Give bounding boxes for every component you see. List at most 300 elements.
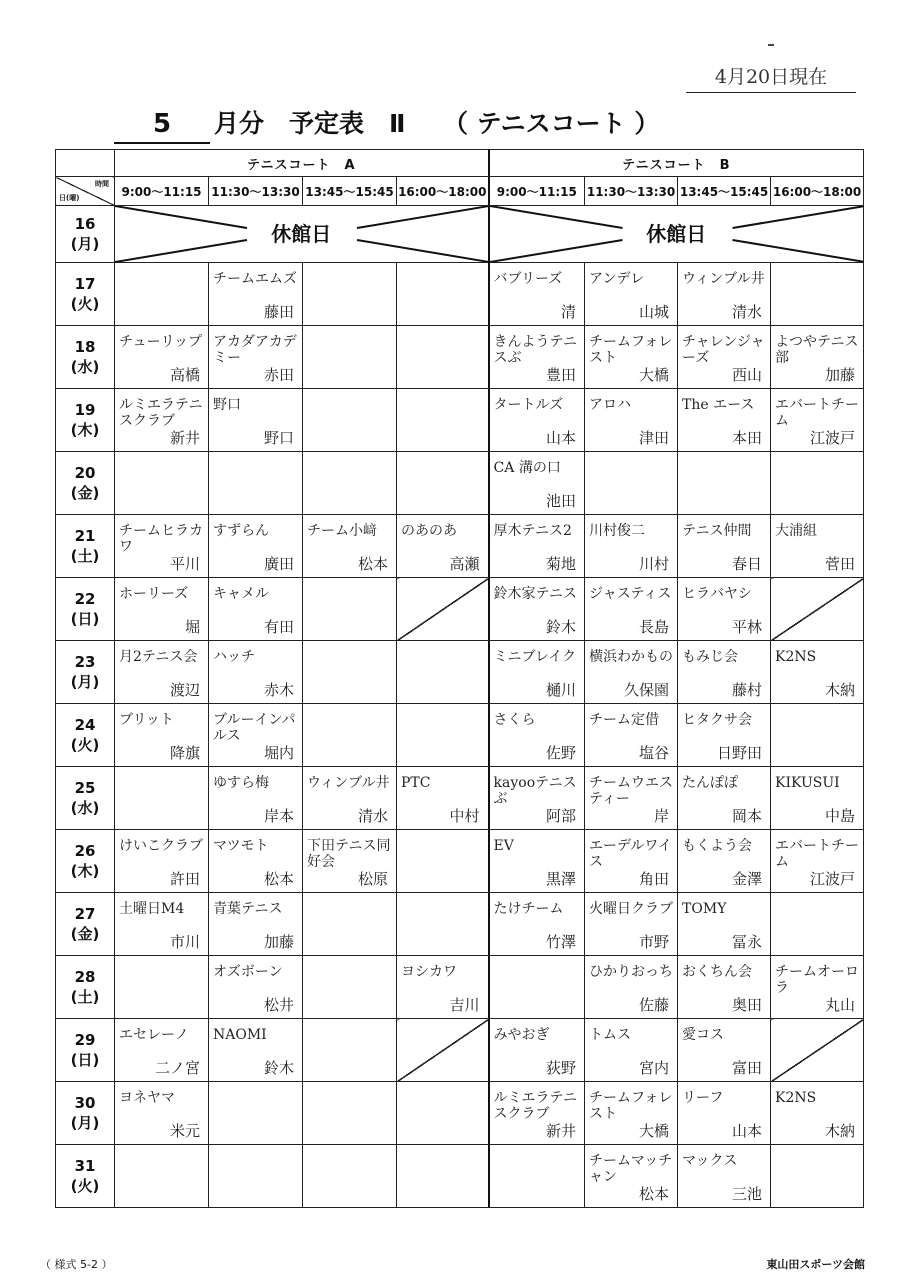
reservation-slot — [585, 326, 678, 389]
representative-name: 江波戸 — [810, 429, 856, 447]
representative-name: 菊地 — [546, 555, 577, 573]
reservation-slot — [303, 1145, 397, 1208]
day-date: 22 — [74, 590, 96, 608]
reservation-slot — [209, 893, 303, 956]
representative-name: 豊田 — [546, 366, 577, 384]
reservation-slot — [303, 452, 397, 515]
representative-name: 堀内 — [263, 744, 294, 762]
reservation-slot — [209, 452, 303, 515]
team-name: たんぽぽ — [682, 775, 739, 791]
team-name: リーフ — [682, 1090, 724, 1106]
header-blank — [56, 150, 115, 177]
reservation-slot — [209, 389, 303, 452]
representative-name: 木納 — [825, 1122, 856, 1140]
day-cell — [56, 1019, 115, 1082]
team-name: トムス — [589, 1027, 632, 1043]
page-title — [114, 104, 734, 144]
reservation-slot — [397, 830, 489, 893]
reservation-slot — [585, 1019, 678, 1082]
reservation-slot — [115, 263, 209, 326]
reservation-slot — [489, 641, 585, 704]
holiday-label — [115, 220, 488, 248]
team-name: The エース — [682, 397, 755, 413]
representative-name: 松井 — [263, 996, 294, 1014]
team-name: エーデルワイス — [589, 838, 672, 870]
reservation-slot — [209, 767, 303, 830]
team-name: ヨシカワ — [401, 964, 457, 980]
reservation-slot — [771, 452, 864, 515]
slot-b-3: 13:45～15:45 — [678, 177, 771, 206]
reservation-slot — [209, 1082, 303, 1145]
team-name: ヒタクサ会 — [682, 712, 753, 728]
reservation-slot — [303, 704, 397, 767]
reservation-slot — [115, 767, 209, 830]
reservation-slot — [397, 641, 489, 704]
reservation-slot — [678, 578, 771, 641]
schedule-table — [55, 149, 864, 1208]
representative-name: 山城 — [639, 303, 670, 321]
team-name: ウィンブル井 — [682, 271, 765, 287]
team-name: K2NS — [775, 1090, 817, 1106]
representative-name: 木納 — [825, 681, 856, 699]
scan-mark — [768, 44, 774, 46]
team-name: 厚木テニス2 — [493, 523, 572, 539]
reservation-slot — [489, 578, 585, 641]
reservation-slot — [489, 893, 585, 956]
representative-name: 渡辺 — [169, 681, 200, 699]
reservation-slot — [209, 263, 303, 326]
team-name: KIKUSUI — [775, 775, 840, 791]
representative-name: 赤田 — [263, 366, 294, 384]
reservation-slot — [489, 515, 585, 578]
day-date: 20 — [74, 464, 96, 482]
schedule-row — [56, 515, 864, 578]
representative-name: 宮内 — [639, 1059, 670, 1077]
team-name: ゆすら梅 — [213, 775, 269, 791]
reservation-slot — [303, 389, 397, 452]
team-name: キャメル — [213, 586, 269, 602]
team-name: 月2テニス会 — [119, 649, 198, 665]
day-weekday: (土) — [70, 547, 100, 565]
day-weekday: (火) — [70, 736, 100, 754]
team-name: チャレンジャーズ — [682, 334, 765, 366]
representative-name: 野口 — [263, 429, 294, 447]
representative-name: 清水 — [357, 807, 388, 825]
team-name: ルミエラテニスクラブ — [493, 1090, 577, 1122]
day-cell — [56, 263, 115, 326]
team-name: エバートチーム — [775, 838, 860, 870]
schedule-row — [56, 389, 864, 452]
team-name: みやおぎ — [493, 1027, 550, 1043]
representative-name: 富田 — [732, 1059, 763, 1077]
corner-day-label: 日(曜) — [59, 194, 80, 202]
reservation-slot — [489, 1145, 585, 1208]
team-name: ブリット — [119, 712, 174, 728]
representative-name: 久保園 — [624, 681, 670, 699]
team-name: 川村俊二 — [589, 523, 646, 539]
representative-name: 津田 — [639, 429, 670, 447]
day-cell — [56, 641, 115, 704]
schedule-row — [56, 206, 864, 263]
representative-name: 阿部 — [546, 807, 577, 825]
representative-name: 山本 — [732, 1122, 763, 1140]
representative-name: 角田 — [639, 870, 670, 888]
team-name: エバートチーム — [775, 397, 860, 429]
team-name: ミニブレイク — [493, 649, 577, 665]
reservation-slot — [303, 1019, 397, 1082]
representative-name: 岸本 — [263, 807, 294, 825]
representative-name: 冨永 — [732, 933, 763, 951]
representative-name: 荻野 — [546, 1059, 577, 1077]
representative-name: 降旗 — [169, 744, 200, 762]
team-name: 青葉テニス — [213, 901, 283, 917]
reservation-slot — [585, 767, 678, 830]
reservation-slot — [489, 263, 585, 326]
representative-name: 奥田 — [732, 996, 763, 1014]
reservation-slot — [303, 263, 397, 326]
representative-name: 堀 — [184, 618, 200, 636]
team-name: きんようテニスぶ — [493, 334, 577, 366]
reservation-slot — [489, 767, 585, 830]
schedule-row — [56, 1145, 864, 1208]
reservation-slot — [678, 326, 771, 389]
representative-name: 高瀬 — [449, 555, 480, 573]
representative-name: 松本 — [639, 1185, 670, 1203]
team-name: アカダアカデミー — [213, 334, 297, 366]
holiday-label-text: 休館日 — [263, 222, 339, 246]
reservation-slot — [397, 326, 489, 389]
reservation-slot — [585, 389, 678, 452]
team-name: すずらん — [213, 523, 270, 539]
slot-b-2: 11:30～13:30 — [585, 177, 678, 206]
reservation-slot — [678, 1082, 771, 1145]
team-name: ひかりおっち — [589, 964, 674, 980]
team-name: ジャスティス — [589, 586, 672, 602]
day-cell — [56, 893, 115, 956]
corner-time-label: 時間 — [95, 180, 109, 188]
team-name: けいこクラブ — [119, 838, 203, 854]
representative-name: 高橋 — [169, 366, 200, 384]
schedule-row — [56, 704, 864, 767]
reservation-slot — [209, 578, 303, 641]
reservation-slot — [397, 704, 489, 767]
reservation-slot — [771, 893, 864, 956]
day-weekday: (木) — [70, 421, 100, 439]
day-cell — [56, 578, 115, 641]
schedule-row — [56, 641, 864, 704]
team-name: チームエムズ — [213, 271, 297, 287]
reservation-slot — [771, 326, 864, 389]
team-name: もみじ会 — [682, 649, 739, 665]
reservation-slot — [303, 893, 397, 956]
representative-name: 金澤 — [732, 870, 763, 888]
reservation-slot — [678, 1019, 771, 1082]
reservation-slot — [771, 263, 864, 326]
header-corner — [56, 177, 115, 206]
reservation-slot — [303, 767, 397, 830]
court-a-holiday — [115, 206, 489, 263]
day-weekday: (金) — [70, 484, 100, 502]
team-name: チームマッチャン — [589, 1153, 673, 1185]
reservation-slot — [489, 956, 585, 1019]
reservation-slot — [397, 263, 489, 326]
reservation-slot — [397, 1145, 489, 1208]
reservation-slot — [771, 515, 864, 578]
representative-name: 長島 — [639, 618, 670, 636]
day-cell — [56, 1145, 115, 1208]
team-name: もくよう会 — [682, 838, 753, 854]
court-b-holiday — [489, 206, 864, 263]
day-cell — [56, 515, 115, 578]
reservation-slot — [397, 515, 489, 578]
slot-a-3: 13:45～15:45 — [303, 177, 397, 206]
reservation-slot — [585, 1082, 678, 1145]
representative-name: 加藤 — [825, 366, 856, 384]
schedule-row — [56, 956, 864, 1019]
representative-name: 樋川 — [546, 681, 577, 699]
representative-name: 松原 — [357, 870, 388, 888]
representative-name: 清 — [561, 303, 577, 321]
day-weekday: (月) — [70, 1114, 100, 1132]
reservation-slot — [771, 389, 864, 452]
reservation-slot — [303, 1082, 397, 1145]
holiday-label-text: 休館日 — [638, 222, 714, 246]
day-date: 23 — [74, 653, 96, 671]
team-name: ブルーインパルス — [213, 712, 296, 744]
representative-name: 加藤 — [263, 933, 294, 951]
reservation-slot — [115, 389, 209, 452]
representative-name: 菅田 — [825, 555, 856, 573]
representative-name: 鈴木 — [546, 618, 577, 636]
team-name: タートルズ — [493, 397, 564, 413]
reservation-slot — [397, 1082, 489, 1145]
schedule-row — [56, 1019, 864, 1082]
day-weekday: (月) — [70, 235, 100, 253]
representative-name: 池田 — [546, 492, 577, 510]
team-name: 火曜日クラブ — [589, 901, 674, 917]
reservation-slot — [489, 704, 585, 767]
reservation-slot — [303, 956, 397, 1019]
title-month: 5 — [114, 104, 210, 144]
team-name: ハッチ — [213, 649, 255, 665]
team-name: チームオーロラ — [775, 964, 860, 996]
representative-name: 山本 — [546, 429, 577, 447]
reservation-slot — [585, 956, 678, 1019]
reservation-slot — [115, 1019, 209, 1082]
reservation-slot — [115, 326, 209, 389]
day-date: 30 — [74, 1094, 96, 1112]
team-name: おくちん会 — [682, 964, 753, 980]
representative-name: 平川 — [169, 555, 200, 573]
day-cell — [56, 206, 115, 263]
day-weekday: (月) — [70, 673, 100, 691]
team-name: チューリップ — [119, 334, 203, 350]
reservation-slot — [678, 704, 771, 767]
team-name: チーム定借 — [589, 712, 660, 728]
reservation-slot — [678, 641, 771, 704]
slot-a-2: 11:30～13:30 — [209, 177, 303, 206]
representative-name: 赤木 — [263, 681, 294, 699]
team-name: チームフォレスト — [589, 1090, 673, 1122]
team-name: マツモト — [213, 838, 269, 854]
representative-name: 黒澤 — [546, 870, 577, 888]
day-weekday: (日) — [70, 610, 100, 628]
team-name: アンデレ — [589, 271, 645, 287]
reservation-slot — [303, 515, 397, 578]
team-name: ウィンブル井 — [307, 775, 390, 791]
unavailable-slot — [771, 578, 864, 641]
reservation-slot — [115, 1082, 209, 1145]
representative-name: 佐野 — [546, 744, 577, 762]
team-name: TOMY — [682, 901, 727, 917]
day-date: 25 — [74, 779, 96, 797]
reservation-slot — [771, 641, 864, 704]
day-weekday: (木) — [70, 862, 100, 880]
slot-b-1: 9:00～11:15 — [489, 177, 585, 206]
reservation-slot — [489, 389, 585, 452]
team-name: CA 溝の口 — [493, 460, 561, 476]
reservation-slot — [585, 263, 678, 326]
reservation-slot — [678, 452, 771, 515]
team-name: チームヒラカワ — [119, 523, 203, 555]
team-name: ヒラバヤシ — [682, 586, 752, 602]
reservation-slot — [209, 515, 303, 578]
day-date: 26 — [74, 842, 96, 860]
team-name: 横浜わかもの — [589, 649, 674, 665]
day-weekday: (金) — [70, 925, 100, 943]
reservation-slot — [585, 578, 678, 641]
schedule-row — [56, 767, 864, 830]
day-cell — [56, 704, 115, 767]
team-name: NAOMI — [213, 1027, 267, 1043]
representative-name: 吉川 — [449, 996, 480, 1014]
slot-a-4: 16:00～18:00 — [397, 177, 489, 206]
team-name: チームウエスティー — [589, 775, 674, 807]
day-cell — [56, 956, 115, 1019]
representative-name: 本田 — [732, 429, 763, 447]
team-name: EV — [493, 838, 514, 854]
reservation-slot — [771, 830, 864, 893]
reservation-slot — [585, 1145, 678, 1208]
representative-name: 三池 — [732, 1185, 763, 1203]
team-name: のあのあ — [401, 523, 457, 539]
reservation-slot — [489, 1019, 585, 1082]
reservation-slot — [115, 578, 209, 641]
reservation-slot — [771, 704, 864, 767]
representative-name: 市野 — [639, 933, 670, 951]
representative-name: 竹澤 — [546, 933, 577, 951]
team-name: たけチーム — [493, 901, 564, 917]
day-cell — [56, 389, 115, 452]
reservation-slot — [209, 1145, 303, 1208]
team-name: 鈴木家テニス — [493, 586, 577, 602]
reservation-slot — [115, 956, 209, 1019]
reservation-slot — [585, 515, 678, 578]
representative-name: 藤田 — [263, 303, 294, 321]
schedule-row — [56, 452, 864, 515]
team-name: K2NS — [775, 649, 817, 665]
reservation-slot — [115, 704, 209, 767]
reservation-slot — [303, 641, 397, 704]
representative-name: 丸山 — [825, 996, 856, 1014]
representative-name: 中島 — [825, 807, 856, 825]
day-date: 31 — [74, 1157, 96, 1175]
team-name: エセレーノ — [119, 1027, 189, 1043]
representative-name: 米元 — [169, 1122, 200, 1140]
team-name: チーム小﨑 — [307, 523, 377, 539]
representative-name: 岡本 — [732, 807, 763, 825]
reservation-slot — [678, 830, 771, 893]
form-number: （ 様式 5-2 ） — [40, 1258, 113, 1271]
reservation-slot — [771, 767, 864, 830]
day-date: 19 — [74, 401, 96, 419]
representative-name: 西山 — [732, 366, 763, 384]
unavailable-slot — [771, 1019, 864, 1082]
team-name: kayooテニスぶ — [493, 775, 577, 807]
representative-name: 中村 — [449, 807, 480, 825]
day-weekday: (火) — [70, 1177, 100, 1195]
reservation-slot — [678, 767, 771, 830]
day-cell — [56, 452, 115, 515]
team-name: チームフォレスト — [589, 334, 673, 366]
day-cell — [56, 1082, 115, 1145]
team-name: ヨネヤマ — [119, 1090, 175, 1106]
reservation-slot — [209, 956, 303, 1019]
representative-name: 大橋 — [639, 1122, 670, 1140]
reservation-slot — [489, 452, 585, 515]
representative-name: 廣田 — [263, 555, 294, 573]
schedule-row — [56, 830, 864, 893]
team-name: さくら — [493, 712, 536, 728]
day-date: 21 — [74, 527, 96, 545]
day-weekday: (水) — [70, 799, 100, 817]
day-weekday: (水) — [70, 358, 100, 376]
reservation-slot — [397, 389, 489, 452]
schedule-row — [56, 326, 864, 389]
day-weekday: (土) — [70, 988, 100, 1006]
team-name: 土曜日M4 — [119, 901, 185, 917]
representative-name: 清水 — [732, 303, 763, 321]
representative-name: 鈴木 — [263, 1059, 294, 1077]
representative-name: 塩谷 — [639, 744, 670, 762]
representative-name: 岸 — [654, 807, 670, 825]
slot-a-1: 9:00～11:15 — [115, 177, 209, 206]
representative-name: 佐藤 — [639, 996, 670, 1014]
reservation-slot — [397, 767, 489, 830]
reservation-slot — [209, 1019, 303, 1082]
day-cell — [56, 767, 115, 830]
team-name: オズボーン — [213, 964, 283, 980]
schedule-row — [56, 1082, 864, 1145]
schedule-row — [56, 263, 864, 326]
reservation-slot — [771, 1145, 864, 1208]
reservation-slot — [771, 956, 864, 1019]
representative-name: 日野田 — [717, 744, 763, 762]
reservation-slot — [585, 704, 678, 767]
day-date: 18 — [74, 338, 96, 356]
holiday-label — [490, 220, 864, 248]
representative-name: 川村 — [639, 555, 670, 573]
representative-name: 二ノ宮 — [154, 1059, 200, 1077]
unavailable-slot — [397, 1019, 489, 1082]
reservation-slot — [397, 452, 489, 515]
reservation-slot — [209, 641, 303, 704]
representative-name: 市川 — [169, 933, 200, 951]
representative-name: 江波戸 — [810, 870, 856, 888]
day-date: 16 — [74, 215, 96, 233]
team-name: ホーリーズ — [119, 586, 189, 602]
representative-name: 松本 — [263, 870, 294, 888]
